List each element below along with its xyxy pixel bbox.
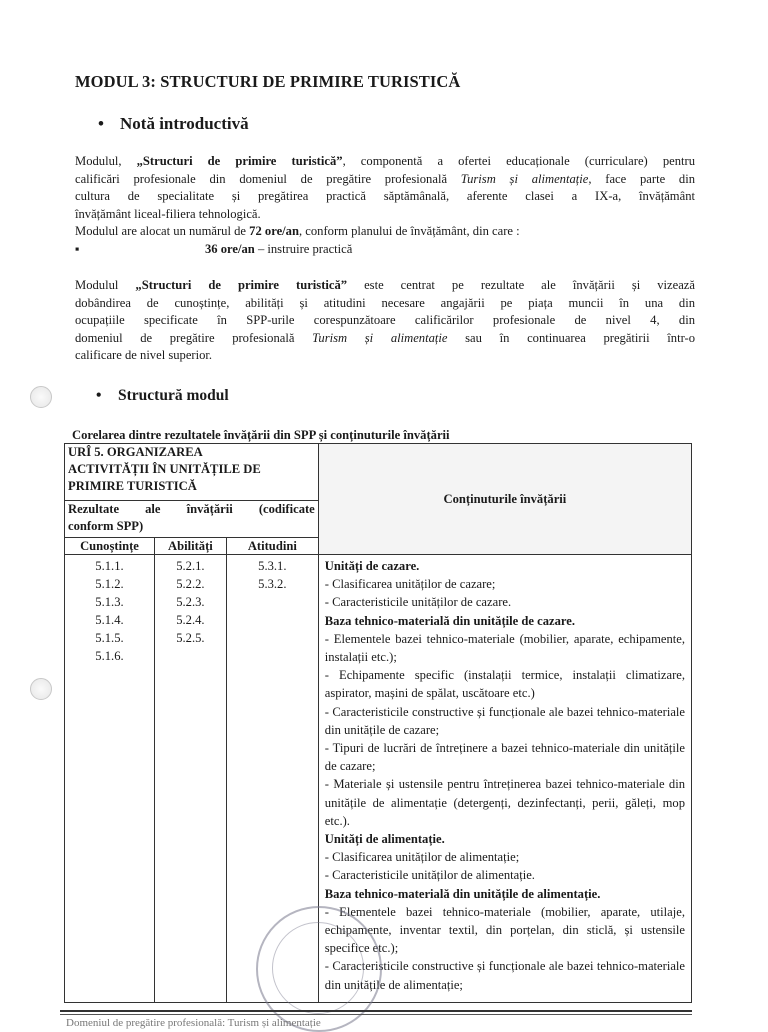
code-cunostinta: 5.1.3. xyxy=(95,595,124,609)
uri-line: PRIMIRE TURISTICĂ xyxy=(68,479,197,493)
p1-line-5: Modulul are alocat un numărul de 72 ore/an, conform planului de învățământ, din care : xyxy=(75,224,520,238)
content-section-title: Unități de alimentație. xyxy=(324,832,445,847)
content-item: - Clasificarea unităților de cazare; xyxy=(324,577,496,592)
p1-line-1: Modulul, „Structuri de primire turistică”, componentă a ofertei educaționale (curriculare) pentru xyxy=(75,154,695,168)
code-abilitate: 5.2.5. xyxy=(176,631,205,645)
intro-paragraph-2 xyxy=(75,277,695,365)
footer-text: Domeniul de pregătire profesională: Turism și alimentație xyxy=(66,1017,321,1029)
p2-line-2: dobândirea de cunoștințe, abilități și atitudini necesare angajării pe piața muncii în una din xyxy=(75,295,695,310)
col-header-cunostinte: Cunoștințe xyxy=(65,538,155,555)
code-abilitate: 5.2.2. xyxy=(176,577,205,591)
uri-title-cell xyxy=(65,444,319,501)
p1-line-6: ▪ 36 ore/an – instruire practică xyxy=(75,241,695,259)
p1-line-4: învățământ liceal-filiera tehnologică. xyxy=(75,206,261,221)
content-header-cell: Conținuturile învățării xyxy=(318,444,691,555)
content-item: - Caracteristicile constructive și funcționale ale bazei tehnico-materiale din unitățile de alimentație; xyxy=(324,959,685,992)
code-cunostinta: 5.1.6. xyxy=(95,649,124,663)
code-cunostinta: 5.1.1. xyxy=(95,559,124,573)
intro-heading xyxy=(98,114,249,134)
punch-hole xyxy=(30,386,52,408)
code-abilitate: 5.2.4. xyxy=(176,613,205,627)
structure-heading-text: Structură modul xyxy=(118,387,229,404)
content-item: - Caracteristicile unităților de cazare. xyxy=(324,595,512,610)
uri-line: URÎ 5. ORGANIZAREA xyxy=(68,445,203,459)
col-header-atitudini: Atitudini xyxy=(226,538,318,555)
p1-line-2: calificări profesionale din domeniul de pregătire profesională Turism și alimentație, face parte din xyxy=(75,171,696,186)
code-abilitate: 5.2.3. xyxy=(176,595,205,609)
abilitati-codes xyxy=(154,555,226,1003)
code-atitudine: 5.3.2. xyxy=(258,577,287,591)
module-title: MODUL 3: STRUCTURI DE PRIMIRE TURISTICĂ xyxy=(75,72,461,91)
content-section-title: Unități de cazare. xyxy=(324,559,420,573)
code-abilitate: 5.2.1. xyxy=(176,559,205,573)
p2-line-5: calificare de nivel superior. xyxy=(75,348,213,362)
learning-outcomes-cell: Rezultate ale învățării (codificate conform SPP) xyxy=(65,501,319,538)
uri-line: ACTIVITĂȚII ÎN UNITĂȚILE DE xyxy=(68,462,261,476)
col-header-abilitati: Abilități xyxy=(154,538,226,555)
punch-hole xyxy=(30,678,52,700)
intro-paragraph-1 xyxy=(75,153,695,258)
content-item: - Clasificarea unităților de alimentație; xyxy=(324,850,520,865)
p2-line-3: ocupațiile specificate în SPP-urile corespunzătoare calificărilor profesionale de nivel 4, din xyxy=(75,313,695,327)
p1-line-3: cultura de specialitate și pregătirea practică săptămânală, aferente clasei a IX-a, învățământ xyxy=(75,189,695,203)
code-cunostinta: 5.1.4. xyxy=(95,613,124,627)
intro-heading-text: Notă introductivă xyxy=(120,114,249,133)
bullet: • xyxy=(98,114,104,133)
content-item: - Elementele bazei tehnico-materiale (mobilier, aparate, utilaje, echipamente, inventar textil, din porțelan, din sticlă, și ustensile specifice etc.); xyxy=(324,904,685,956)
p2-line-4: domeniul de pregătire profesională Turism și alimentație sau în continuarea pregătirii într-o xyxy=(75,330,696,345)
structure-heading xyxy=(96,387,229,405)
cunostinte-codes xyxy=(65,555,155,1003)
p2-line-1: Modulul „Structuri de primire turistică” este centrat pe rezultate ale învățării și vizează xyxy=(75,278,695,292)
bullet: • xyxy=(96,387,102,404)
table-caption: Corelarea dintre rezultatele învățării din SPP și conținuturile învățării xyxy=(72,428,450,442)
content-list xyxy=(318,555,691,1003)
code-cunostinta: 5.1.5. xyxy=(95,631,124,645)
content-item: - Elementele bazei tehnico-materiale (mobilier, aparate, echipamente, instalații etc.); xyxy=(324,631,685,665)
content-item: - Echipamente specific (instalații termice, instalații climatizare, aspirator, mașini de spălat, uscătoare etc.) xyxy=(324,668,685,701)
content-item: - Tipuri de lucrări de întreținere a bazei tehnico-materiale din unitățile de cazare; xyxy=(324,741,685,774)
curriculum-table xyxy=(64,443,692,1003)
content-item: - Caracteristicile unităților de alimentație. xyxy=(324,868,535,883)
code-atitudine: 5.3.1. xyxy=(258,559,287,573)
footer-rule xyxy=(60,1010,692,1012)
content-item: - Caracteristicile constructive și funcționale ale bazei tehnico-materiale din unitățile de cazare; xyxy=(324,704,685,737)
content-section-title: Baza tehnico-materială din unitățile de alimentație. xyxy=(324,886,601,901)
content-item: - Materiale și ustensile pentru întreținerea bazei tehnico-materiale din unitățile de alimentație (detergenți, dezinfectanți, perii, găleți, mop etc.). xyxy=(324,777,685,828)
square-bullet: ▪ xyxy=(75,241,80,256)
footer-rule xyxy=(60,1014,692,1015)
content-section-title: Baza tehnico-materială din unitățile de cazare. xyxy=(324,613,575,628)
code-cunostinta: 5.1.2. xyxy=(95,577,124,591)
